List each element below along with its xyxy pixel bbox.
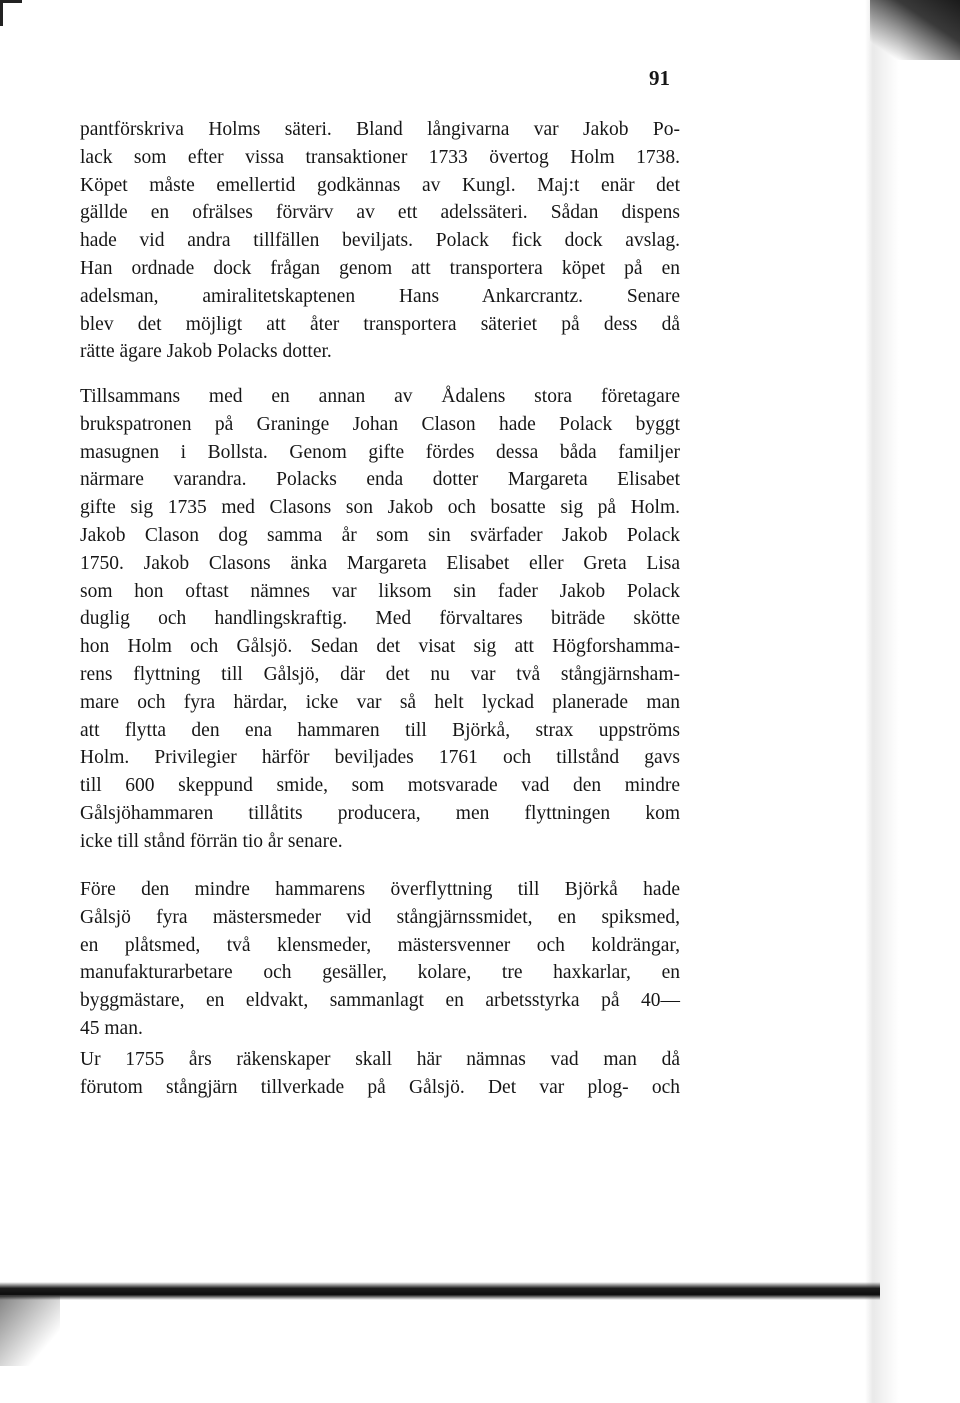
text-line: icke till stånd förrän tio år senare. bbox=[80, 830, 343, 852]
text-line: pantförskriva Holms säteri. Bland långivarna var Jakob Po- bbox=[80, 119, 680, 140]
paragraph-1 bbox=[80, 116, 680, 366]
text-line: Gålsjö fyra mästersmeder vid stångjärnssmidet, en spiksmed, bbox=[80, 906, 680, 928]
text-line: 45 man. bbox=[80, 1017, 143, 1039]
text-line: manufakturarbetare och gesäller, kolare, tre haxkarlar, en bbox=[80, 962, 680, 984]
text-line: att flytta den ena hammaren till Björkå, strax uppströms bbox=[80, 719, 680, 741]
scan-bottom-edge bbox=[0, 1282, 880, 1300]
text-line: Före den mindre hammarens överflyttning till Björkå hade bbox=[80, 879, 680, 900]
text-line: Tillsammans med en annan av Ådalens stora företagare bbox=[80, 386, 680, 407]
text-line: närmare varandra. Polacks enda dotter Margareta Elisabet bbox=[80, 469, 680, 491]
text-line: rätte ägare Jakob Polacks dotter. bbox=[80, 341, 332, 363]
scan-binding-shadow bbox=[865, 0, 960, 1403]
text-line: masugnen i Bollsta. Genom gifte fördes dessa båda familjer bbox=[80, 441, 680, 463]
text-line: Köpet måste emellertid godkännas av Kungl. Maj:t enär det bbox=[80, 174, 680, 196]
text-line: Han ordnade dock frågan genom att transportera köpet på en bbox=[80, 257, 680, 279]
text-line: Gålsjöhammaren tillåtits producera, men flyttningen kom bbox=[80, 802, 680, 824]
text-line: adelsman, amiralitetskaptenen Hans Ankarcrantz. Senare bbox=[80, 285, 680, 307]
scan-corner-shadow bbox=[870, 0, 960, 60]
text-line: rens flyttning till Gålsjö, där det nu var två stångjärnsham- bbox=[80, 663, 680, 685]
text-line: hon Holm och Gålsjö. Sedan det visat sig att Högforshamma- bbox=[80, 636, 680, 658]
text-line: gällde en ofrälses förvärv av ett adelssäteri. Sådan dispens bbox=[80, 202, 680, 224]
text-line: som hon oftast nämnes var liksom sin fader Jakob Polack bbox=[80, 580, 680, 602]
text-line: en plåtsmed, två klensmeder, mästersvenner och koldrängar, bbox=[80, 934, 680, 956]
text-line: Holm. Privilegier härför beviljades 1761 och tillstånd gavs bbox=[80, 747, 680, 769]
text-line: blev det möjligt att åter transportera säteriet på dess då bbox=[80, 313, 680, 335]
text-line: förutom stångjärn tillverkade på Gålsjö. Det var plog- och bbox=[80, 1076, 680, 1098]
text-line: Jakob Clason dog samma år som sin svärfader Jakob Polack bbox=[80, 524, 680, 546]
text-line: lack som efter vissa transaktioner 1733 övertog Holm 1738. bbox=[80, 146, 680, 168]
page-number: 91 bbox=[649, 66, 670, 90]
text-line: mare och fyra härdar, icke var så helt lyckad planerade man bbox=[80, 691, 680, 713]
text-line: brukspatronen på Graninge Johan Clason hade Polack byggt bbox=[80, 413, 680, 435]
scan-bottom-shadow bbox=[0, 1296, 60, 1366]
paragraph-3 bbox=[80, 876, 680, 1043]
text-line: 1750. Jakob Clasons änka Margareta Elisabet eller Greta Lisa bbox=[80, 552, 680, 574]
paragraph-4 bbox=[80, 1046, 680, 1102]
text-line: byggmästare, en eldvakt, sammanlagt en arbetsstyrka på 40— bbox=[80, 990, 680, 1012]
text-line: duglig och handlingskraftig. Med förvaltares biträde skötte bbox=[80, 608, 680, 630]
text-line: hade vid andra tillfällen beviljats. Polack fick dock avslag. bbox=[80, 230, 680, 252]
text-line: Ur 1755 års räkenskaper skall här nämnas vad man då bbox=[80, 1049, 680, 1070]
text-line: till 600 skeppund smide, som motsvarade vad den mindre bbox=[80, 775, 680, 797]
paragraph-2 bbox=[80, 383, 680, 856]
text-line: gifte sig 1735 med Clasons son Jakob och bosatte sig på Holm. bbox=[80, 497, 680, 519]
scan-corner-mark bbox=[0, 0, 22, 26]
